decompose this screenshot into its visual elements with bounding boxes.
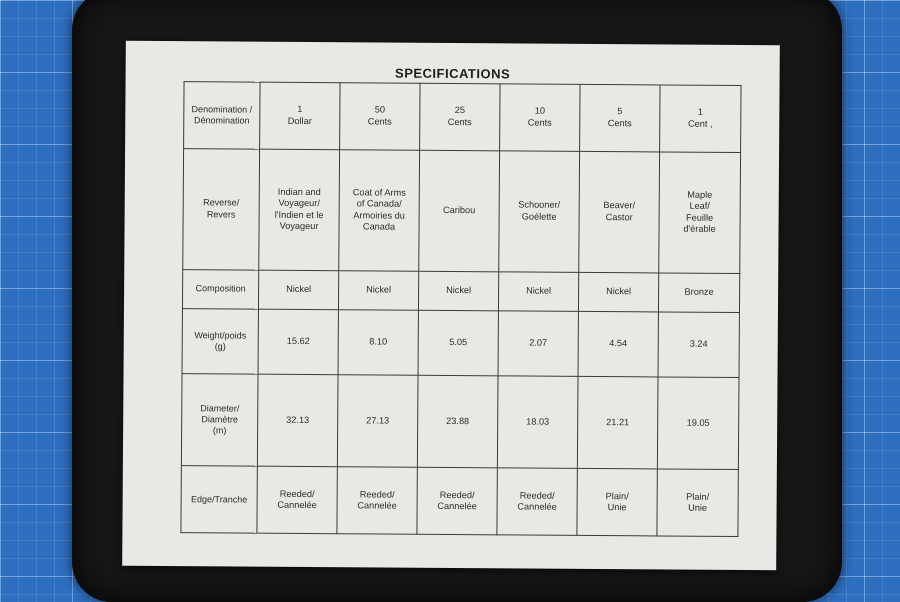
table-cell: 25 Cents xyxy=(420,83,500,150)
table-cell: 32.13 xyxy=(257,374,338,467)
table-cell: 4.54 xyxy=(578,311,658,377)
table-cell: 1 Dollar xyxy=(260,82,340,149)
table-cell: 27.13 xyxy=(337,375,418,468)
table-cell: 21.21 xyxy=(577,377,658,470)
row-label: Weight/poids (g) xyxy=(182,309,258,375)
table-row xyxy=(181,374,739,470)
table-cell: 23.88 xyxy=(417,376,498,469)
table-cell: Nickel xyxy=(338,270,418,310)
table-cell: 15.62 xyxy=(258,309,338,375)
row-label: Denomination / Dénomination xyxy=(184,82,260,149)
table-cell: 1 Cent , xyxy=(660,85,741,152)
table-cell: Nickel xyxy=(498,272,578,312)
table-row xyxy=(183,148,741,273)
table-cell: 10 Cents xyxy=(500,84,580,151)
table-cell: 5.05 xyxy=(418,310,498,376)
table-cell: Beaver/ Castor xyxy=(579,151,660,273)
table-cell: Nickel xyxy=(578,272,658,312)
table-row xyxy=(184,82,741,152)
specifications-card xyxy=(122,41,780,571)
table-cell: Reeded/ Cannelée xyxy=(337,467,417,534)
table-cell: Reeded/ Cannelée xyxy=(497,468,577,535)
table-cell: 18.03 xyxy=(497,376,578,469)
table-cell: 8.10 xyxy=(338,310,418,376)
table-cell: 5 Cents xyxy=(580,84,660,151)
table-cell: Caribou xyxy=(419,150,500,272)
table-cell: Coat of Arms of Canada/ Armoiries du Canada xyxy=(339,149,420,271)
row-label: Reverse/ Revers xyxy=(183,148,260,270)
table-cell: Plain/ Unie xyxy=(577,469,657,536)
row-label: Edge/Tranche xyxy=(181,466,257,533)
table-cell: 50 Cents xyxy=(340,83,420,150)
table-cell: Maple Leaf/ Feuille d'érable xyxy=(659,151,741,273)
card-title: SPECIFICATIONS xyxy=(395,65,511,82)
table-cell: Reeded/ Cannelée xyxy=(257,467,337,534)
table-cell: Reeded/ Cannelée xyxy=(417,468,497,535)
table-row xyxy=(182,309,739,378)
table-cell: 19.05 xyxy=(657,377,739,470)
row-label: Composition xyxy=(182,269,258,309)
table-cell: Plain/ Unie xyxy=(657,469,738,536)
table-row xyxy=(182,269,739,312)
table-cell: Schooner/ Goélette xyxy=(499,150,580,272)
specifications-table xyxy=(180,81,741,537)
table-row xyxy=(181,466,738,536)
table-cell: Nickel xyxy=(258,270,338,310)
table-cell: 3.24 xyxy=(658,312,739,378)
row-label: Diameter/ Diamètre (m) xyxy=(181,374,258,467)
table-cell: Indian and Voyageur/ l'Indien et le Voyageur xyxy=(259,149,340,271)
table-cell: 2.07 xyxy=(498,311,578,377)
table-cell: Nickel xyxy=(418,271,498,311)
table-cell: Bronze xyxy=(658,273,739,313)
